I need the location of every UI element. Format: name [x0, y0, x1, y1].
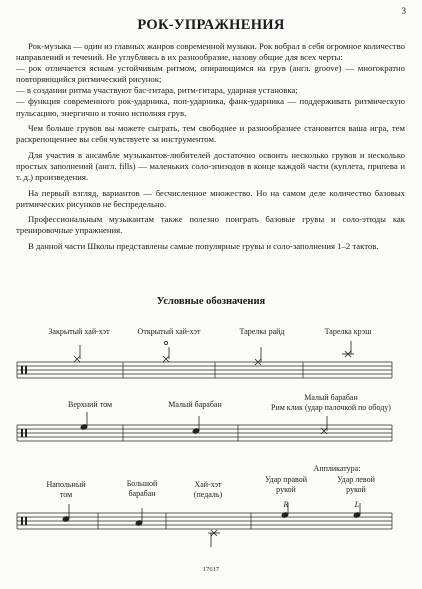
paragraph: Чем больше грувов вы можете сыграть, тем свободнее и разнообразнее становится ваша игра, тем раскрепощеннее вы себя чувствуете за инструментом.: [16, 123, 405, 145]
paragraph: Для участия в ансамбле музыкантов-любителей достаточно освоить несколько грувов и несколько простых заполнений (англ. fills) — маленьких соло-эпизодов в конце каждой части (куплета, припева и т. д.) произведения.: [16, 149, 405, 183]
staff-1: [17, 362, 392, 378]
clef-staff-2: [21, 429, 23, 437]
paragraph: На первый взгляд, вариантов — бесчисленное множество. Но на самом деле количество базовых ритмических рисунков не беспредельно.: [16, 187, 405, 209]
label-crash-cymbal: Тарелка крэш: [324, 327, 372, 336]
label-snare-rimclick: Малый барабан Рим клик (удар палочкой по ободу): [271, 393, 391, 412]
clef-staff-1: [21, 366, 23, 374]
note-right-hand: [281, 503, 289, 518]
label-open-hihat: Открытый хай-хэт: [137, 327, 201, 336]
clef-staff-3: [21, 517, 23, 525]
label-hihat-pedal: Хай-хэт (педаль): [193, 480, 223, 499]
page-title: РОК-УПРАЖНЕНИЯ: [137, 17, 285, 33]
note-high-tom: [80, 412, 88, 430]
staff-3: [17, 513, 392, 529]
sticking-right-letter: R: [283, 499, 289, 509]
paragraph: — функция современного рок-ударника, поп-ударника, фанк-ударника — поддерживать ритмическую пульсацию, энергично и точно исполняя грув.: [16, 96, 405, 118]
legend-title: Условные обозначения: [156, 296, 266, 307]
label-closed-hihat: Закрытый хай-хэт: [48, 327, 110, 336]
note-crash-cymbal: [342, 341, 354, 357]
staff-2: [17, 425, 392, 441]
label-ride-cymbal: Тарелка райд: [239, 327, 285, 336]
paragraph: Рок-музыка — один из главных жанров современной музыки. Рок вобрал в себя огромное количество направлений и течений. Не углубляясь в их разнообразие, назову общие для всех черты:: [16, 41, 405, 63]
label-floor-tom: Напольный том: [46, 480, 86, 499]
note-hihat-pedal: [208, 530, 220, 547]
paragraph: — рок отличается ясным устойчивым ритмом, опирающимся на грув (англ. groove) — многократно повторяющийся ритмический рисунок;: [16, 63, 405, 85]
label-snare: Малый барабан: [168, 400, 222, 409]
footer-code: 17617: [202, 566, 220, 573]
page-number: 3: [401, 6, 406, 16]
note-left-hand: [353, 503, 361, 518]
label-high-tom: Верхний том: [67, 400, 113, 409]
label-bass-drum: Большой барабан: [126, 479, 158, 498]
paragraph: — в создании ритма участвуют бас-гитара, ритм-гитара, ударная установка;: [16, 85, 298, 96]
label-right-hand: Удар правой рукой: [265, 475, 307, 494]
label-left-hand: Удар левой рукой: [337, 475, 375, 494]
paragraph: Профессиональным музыкантам также полезно поиграть базовые грувы и соло-этюды как тренировочные упражнения.: [16, 214, 405, 236]
note-closed-hihat: [74, 345, 80, 362]
note-open-hihat: [163, 341, 169, 362]
paragraph: В данной части Школы представлены самые популярные грувы и соло-заполнения 1–2 тактов.: [28, 241, 379, 251]
label-sticking: Аппликатура:: [313, 464, 361, 473]
sticking-left-letter: L: [354, 499, 360, 509]
